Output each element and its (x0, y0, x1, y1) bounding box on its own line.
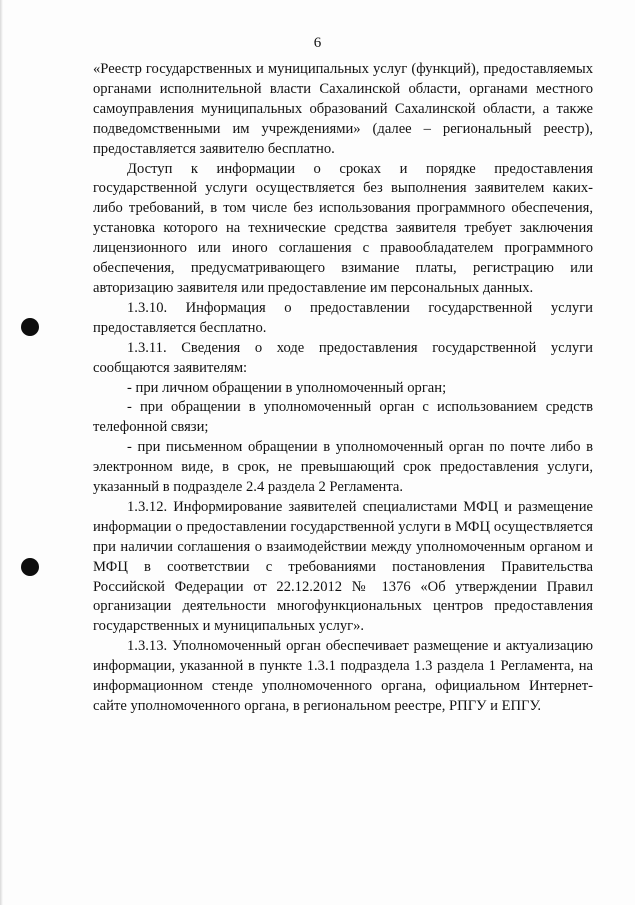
punch-hole (21, 558, 39, 576)
paragraph-1-3-13: 1.3.13. Уполномоченный орган обеспечивает размещение и актуализацию информации, указанной в пункте 1.3.1 подраздела 1.3 раздела 1 Регламента, на информационном стенде уполномоченного органа, официальном Интернет-сайте уполномоченного органа, в региональном реестре, РПГУ и ЕПГУ. (93, 638, 593, 714)
page-edge-shadow (0, 0, 3, 905)
document-body (93, 60, 593, 717)
list-item-personal: - при личном обращении в уполномоченный орган; (127, 379, 447, 396)
paragraph-1-3-11: 1.3.11. Сведения о ходе предоставления государственной услуги сообщаются заявителям: (93, 339, 593, 376)
paragraph-1-3-12: 1.3.12. Информирование заявителей специалистами МФЦ и размещение информации о предоставлении государственной услуги в МФЦ осуществляется при наличии соглашения о взаимодействии между уполномоченным органом и МФЦ в соответствии с требованиями постановления Правительства Российской Федерации от 22.12.2012 № 1376 «Об утверждении Правил организации деятельности многофункциональных центров предоставления государственных и муниципальных услуг». (93, 498, 593, 635)
page-number: 6 (313, 35, 322, 51)
list-item-phone: - при обращении в уполномоченный орган с использованием средств телефонной связи; (93, 399, 593, 436)
paragraph-registry: «Реестр государственных и муниципальных услуг (функций), предоставляемых органами исполнительной власти Сахалинской области, органами местного самоуправления муниципальных образований Сахалинской области, а также подведомственными им учреждениями» (далее – региональный реестр), предоставляется заявителю бесплатно. (93, 61, 593, 157)
list-item-written: - при письменном обращении в уполномоченный орган по почте либо в электронном виде, в срок, не превышающий срок предоставления услуги, указанный в подразделе 2.4 раздела 2 Регламента. (93, 439, 593, 496)
punch-hole (21, 318, 39, 336)
paragraph-access: Доступ к информации о сроках и порядке предоставления государственной услуги осуществляется без выполнения заявителем каких-либо требований, в том числе без использования программного обеспечения, установка которого на технические средства заявителя требует заключения лицензионного или иного соглашения с правообладателем программного обеспечения, предусматривающего взимание платы, регистрацию или авторизацию заявителя или предоставление им персональных данных. (93, 160, 593, 296)
paragraph-1-3-10: 1.3.10. Информация о предоставлении государственной услуги предоставляется бесплатно. (93, 299, 593, 336)
